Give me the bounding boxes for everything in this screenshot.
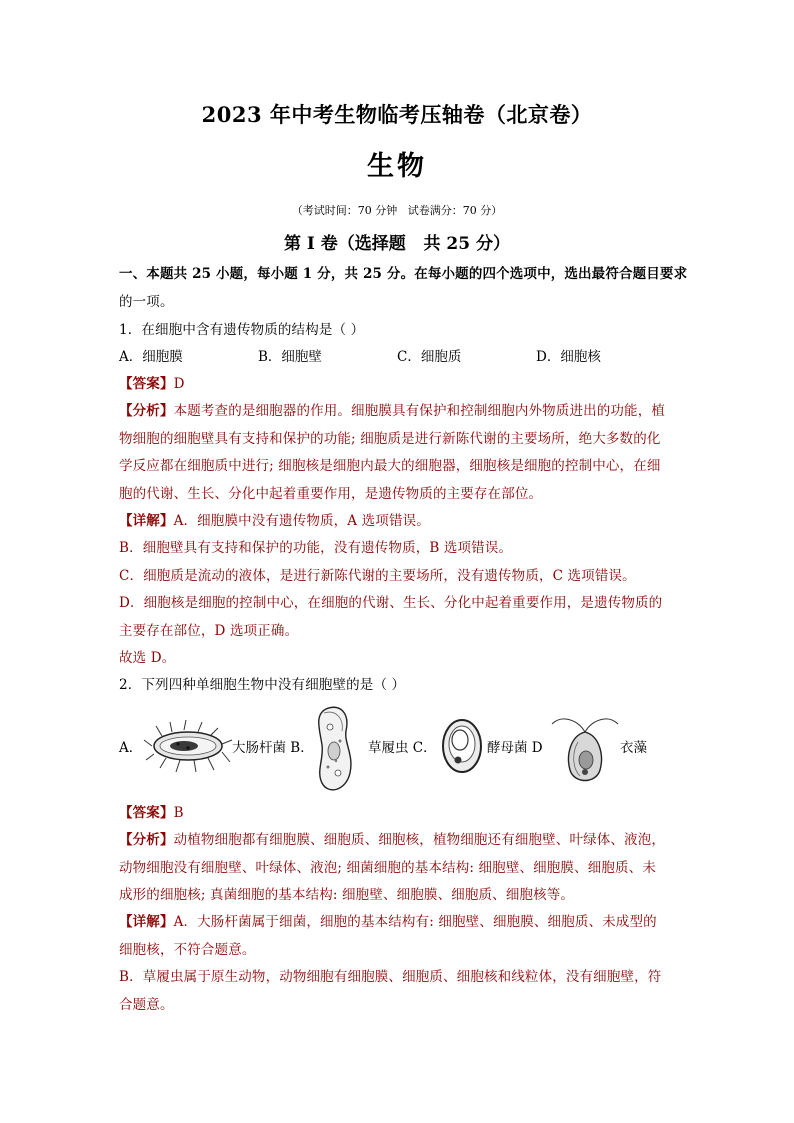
section-title: 第 I 卷（选择题 共 25 分）: [283, 234, 511, 254]
q2-label-e: 衣藻: [620, 740, 647, 756]
exam-info: （考试时间：70 分钟 试卷满分：70 分）: [291, 204, 503, 217]
q2-detail-line-3: B．草履虫属于原生动物，动物细胞有细胞膜、细胞质、细胞核和线粒体，没有细胞壁，符: [119, 969, 662, 985]
answer-label: 【答案】: [119, 805, 174, 821]
answer-label: 【答案】: [119, 376, 174, 392]
q1-detail-line-1: [119, 511, 679, 531]
q1-analysis-line-4: 胞的代谢、生长、分化中起着重要作用，是遗传物质的主要存在部位。: [119, 486, 543, 502]
detail-label: 【详解】: [119, 513, 174, 529]
q1-analysis-line-1: [119, 401, 679, 421]
answer-value: B: [173, 805, 184, 821]
q2-label-a: A．: [119, 740, 143, 756]
detail-label: 【详解】: [119, 914, 174, 930]
q2-detail-line-1: [119, 912, 679, 932]
detail-text: A．细胞膜中没有遗传物质，A 选项错误。: [173, 513, 430, 529]
instructions-line-2: 的一项。: [119, 294, 174, 310]
q1-detail-line-4: D．细胞核是细胞的控制中心，在细胞的代谢、生长、分化中起着重要作用，是遗传物质的: [119, 595, 663, 611]
analysis-text: 动植物细胞都有细胞膜、细胞质、细胞核，植物细胞还有细胞壁、叶绿体、液泡，: [173, 832, 666, 848]
q1-analysis-line-3: 学反应都在细胞质中进行; 细胞核是细胞内最大的细胞器，细胞核是细胞的控制中心，在细: [119, 458, 661, 474]
answer-value: D: [173, 376, 185, 392]
e-coli-icon: [142, 718, 234, 780]
q2-answer: [119, 803, 679, 823]
q1-stem: 1．在细胞中含有遗传物质的结构是（ ）: [119, 322, 365, 338]
detail-text: A．大肠杆菌属于细菌，细胞的基本结构有: 细胞壁、细胞膜、细胞质、未成型的: [173, 914, 657, 930]
q1-option-d: D．细胞核: [536, 349, 601, 365]
instructions-line-1: 一、本题共 25 小题，每小题 1 分，共 25 分。在每小题的四个选项中，选出最符合题目要求: [119, 266, 688, 282]
q2-label-c: 草履虫 C．: [368, 740, 437, 756]
q2-label-b: 大肠杆菌 B．: [232, 740, 314, 756]
yeast-icon: [440, 716, 484, 780]
q1-detail-line-6: 故选 D。: [119, 650, 176, 666]
q2-detail-line-2: 细胞核，不符合题意。: [119, 942, 256, 958]
subject-title: 生物: [367, 151, 427, 182]
q1-option-a: A．细胞膜: [119, 349, 183, 365]
analysis-text: 本题考查的是细胞器的作用。细胞膜具有保护和控制细胞内外物质进出的功能，植: [173, 403, 666, 419]
analysis-label: 【分析】: [119, 832, 174, 848]
q1-option-b: B．细胞壁: [258, 349, 322, 365]
q1-answer: [119, 374, 679, 394]
q2-analysis-line-2: 动物细胞没有细胞壁、叶绿体、液泡; 细菌细胞的基本结构: 细胞壁、细胞膜、细胞质、未: [119, 860, 656, 876]
q2-analysis-line-3: 成形的细胞核; 真菌细胞的基本结构: 细胞壁、细胞膜、细胞质、细胞核等。: [119, 887, 575, 903]
q2-label-d: 酵母菌 D: [487, 740, 543, 756]
paramecium-icon: [310, 703, 362, 799]
analysis-label: 【分析】: [119, 403, 174, 419]
q1-detail-line-3: C．细胞质是流动的液体，是进行新陈代谢的主要场所，没有遗传物质，C 选项错误。: [119, 568, 636, 584]
q1-detail-line-2: B．细胞壁具有支持和保护的功能，没有遗传物质，B 选项错误。: [119, 540, 513, 556]
q2-detail-line-4: 合题意。: [119, 997, 174, 1013]
q2-analysis-line-1: [119, 830, 679, 850]
chlamydomonas-icon: [548, 710, 622, 796]
q2-stem: 2．下列四种单细胞生物中没有细胞壁的是（ ）: [119, 677, 406, 693]
q1-detail-line-5: 主要存在部位，D 选项正确。: [119, 623, 299, 639]
q1-analysis-line-2: 物细胞的细胞壁具有支持和保护的功能; 细胞质是进行新陈代谢的主要场所，绝大多数的化: [119, 431, 661, 447]
q1-option-c: C．细胞质: [397, 349, 462, 365]
exam-title: 2023 年中考生物临考压轴卷（北京卷）: [201, 102, 593, 127]
